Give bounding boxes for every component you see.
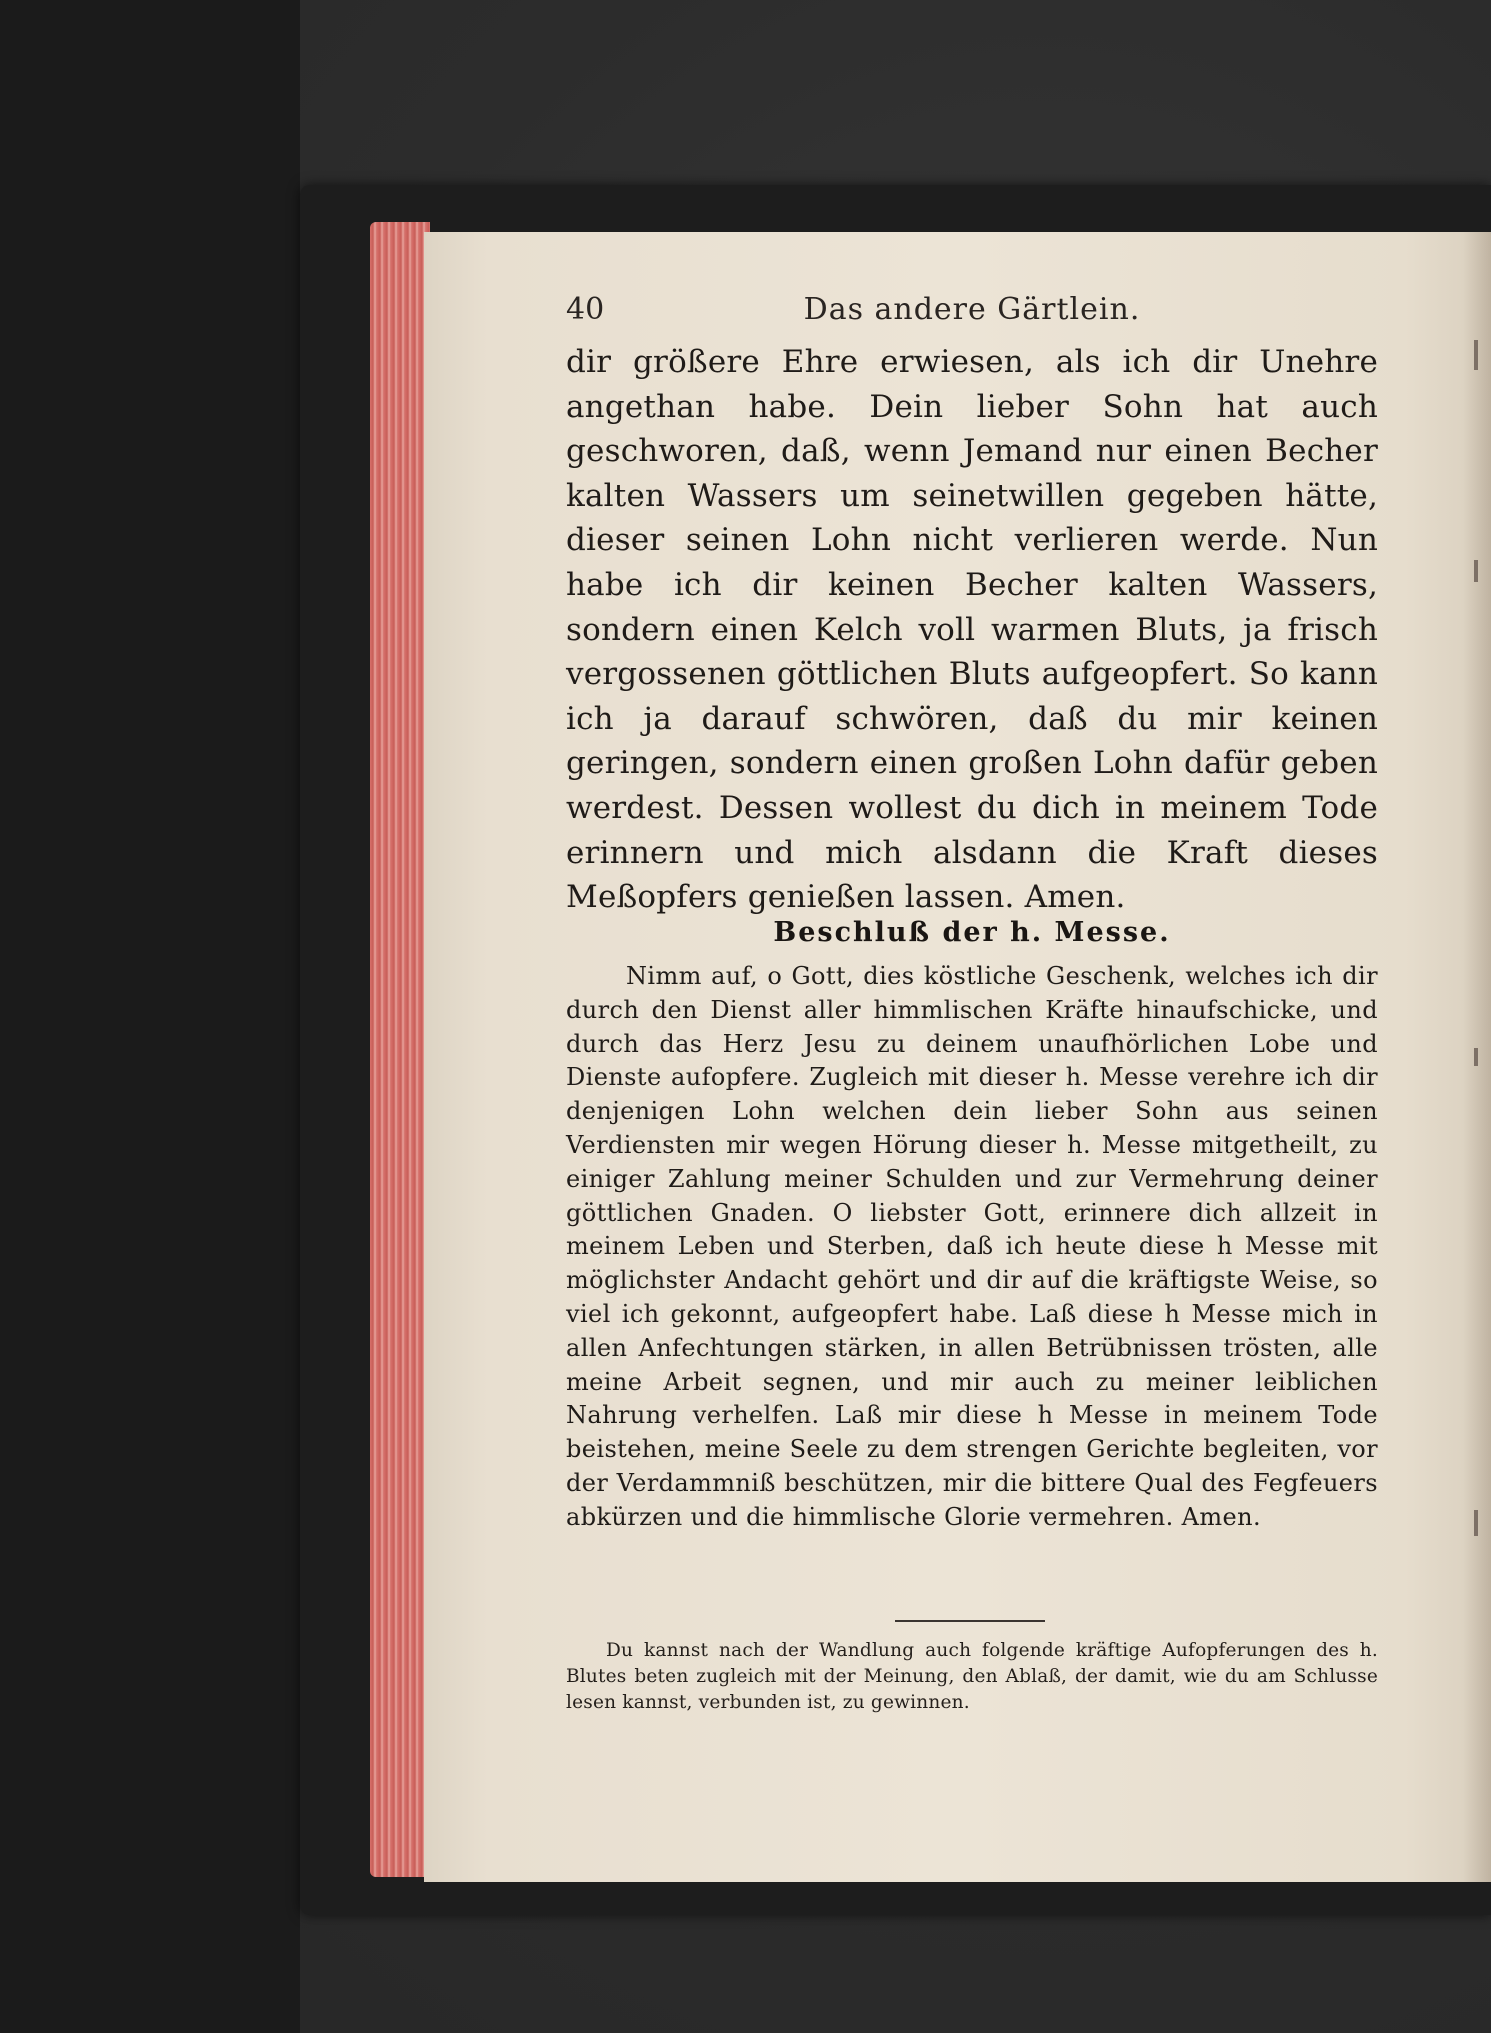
edge-mark xyxy=(1474,560,1478,582)
edge-mark xyxy=(1474,1048,1478,1066)
page-number: 40 xyxy=(566,292,605,327)
background-shadow xyxy=(0,0,300,2033)
page-header xyxy=(566,292,1378,332)
running-title: Das andere Gärtlein. xyxy=(803,292,1141,327)
edge-mark xyxy=(1474,1510,1478,1536)
edge-mark xyxy=(1474,340,1478,370)
section-heading: Beschluß der h. Messe. xyxy=(773,917,1171,948)
footnote: Du kannst nach der Wandlung auch folgende kräftige Aufopferungen des h. Blutes beten zugleich mit der Meinung, den Ablaß, der damit, wie du am Schlusse lesen kannst, verbunden ist, zu gewinnen. xyxy=(566,1640,1378,1713)
footnote-divider xyxy=(895,1620,1045,1622)
main-paragraph: dir größere Ehre erwiesen, als ich dir Unehre angethan habe. Dein lieber Sohn hat auch geschworen, daß, wenn Jemand nur einen Becher kalten Wassers um seinetwillen gegeben hätte, dieser seinen Lohn nicht verlieren werde. Nun habe ich dir keinen Becher kalten Wassers, sondern einen Kelch voll warmen Bluts, ja frisch vergossenen göttlichen Bluts aufgeopfert. So kann ich ja darauf schwören, daß du mir keinen geringen, sondern einen großen Lohn dafür geben werdest. Dessen wollest du dich in meinem Tode erinnern und mich alsdann die Kraft dieses Meßopfers genießen lassen. Amen. xyxy=(566,344,1378,916)
page-edges xyxy=(370,222,430,1877)
prayer-paragraph: Nimm auf, o Gott, dies köstliche Geschenk, welches ich dir durch den Dienst aller himmlischen Kräfte hinaufschicke, und durch das Herz Jesu zu deinem unaufhörlichen Lobe und Dienste aufopfere. Zugleich mit dieser h. Messe verehre ich dir denjenigen Lohn welchen dein lieber Sohn aus seinen Verdiensten mir wegen Hörung dieser h. Messe mitgetheilt, zu einiger Zahlung meiner Schulden und zur Vermehrung deiner göttlichen Gnaden. O liebster Gott, erinnere dich allzeit in meinem Leben und Sterben, daß ich heute diese h Messe mit möglichster Andacht gehört und dir auf die kräftigste Weise, so viel ich gekonnt, aufgeopfert habe. Laß diese h Messe mich in allen Anfechtungen stärken, in allen Betrübnissen trösten, alle meine Arbeit segnen, und mir auch zu meiner leiblichen Nahrung verhelfen. Laß mir diese h Messe in meinem Tode beistehen, meine Seele zu dem strengen Gerichte begleiten, vor der Verdammniß beschützen, mir die bittere Qual des Fegfeuers abkürzen und die himmlische Glorie vermehren. Amen. xyxy=(566,962,1378,1531)
